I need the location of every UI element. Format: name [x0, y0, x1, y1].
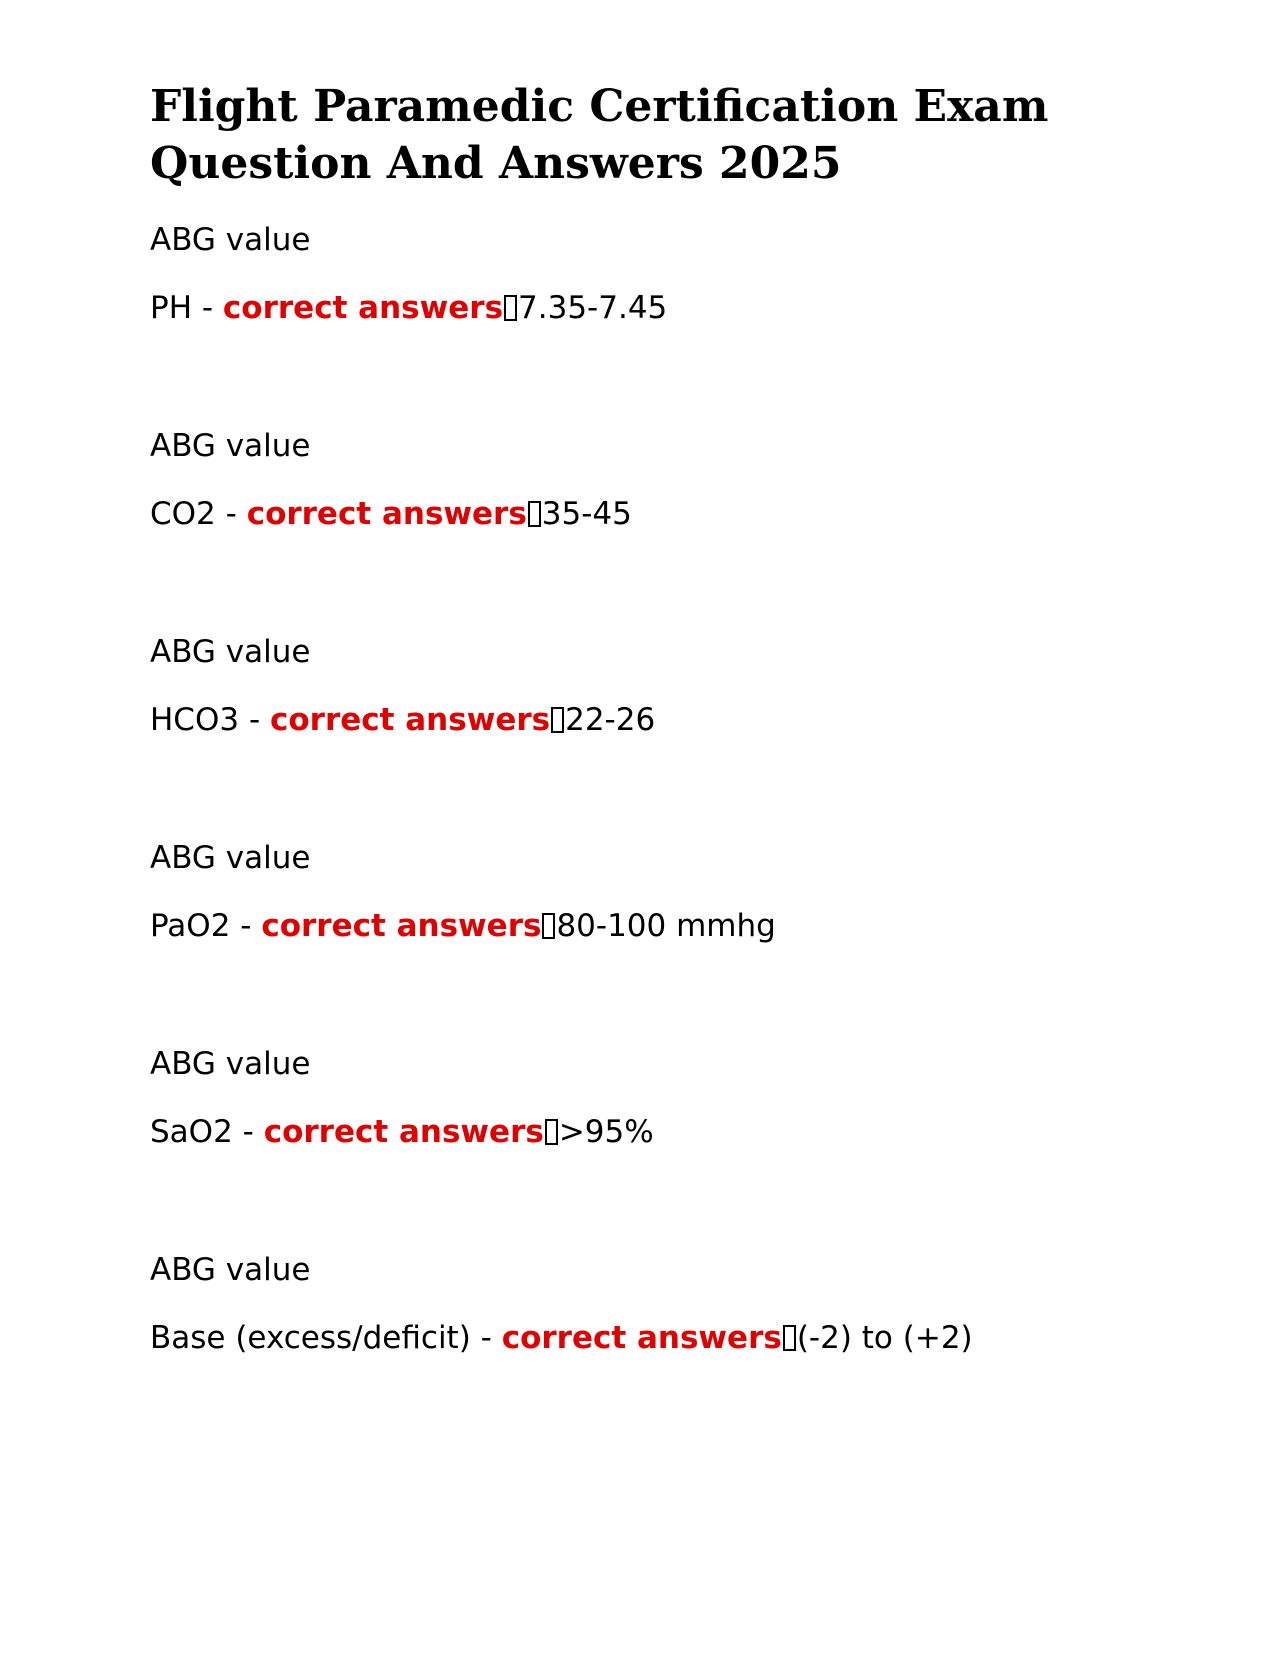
missing-glyph-box-icon: [545, 1119, 558, 1145]
answer-value: 22-26: [565, 702, 656, 738]
question-text: ABG value: [150, 1046, 311, 1082]
qa-item-pao2: [150, 838, 1150, 1044]
answer-value: (-2) to (+2): [796, 1320, 973, 1356]
title-line-2: Question And Answers 2025: [150, 138, 842, 189]
question-text: ABG value: [150, 840, 311, 876]
qa-item-hco3: [150, 632, 1150, 838]
term-text: PH: [150, 290, 193, 326]
term-text: SaO2: [150, 1114, 233, 1150]
separator-text: -: [215, 496, 247, 532]
term-text: PaO2: [150, 908, 231, 944]
answer-label: correct answers: [261, 908, 542, 944]
answer-value: 35-45: [541, 496, 632, 532]
answer-label: correct answers: [263, 1114, 544, 1150]
question-text: ABG value: [150, 428, 311, 464]
answer-label: correct answers: [246, 496, 527, 532]
answer-label: correct answers: [270, 702, 551, 738]
question-text: ABG value: [150, 222, 311, 258]
answer-label: correct answers: [222, 290, 504, 326]
page-title: [150, 78, 1150, 192]
qa-item-co2: [150, 426, 1150, 632]
separator-text: -: [470, 1320, 502, 1356]
separator-text: -: [192, 290, 223, 326]
answer-label: correct answers: [501, 1320, 782, 1356]
qa-item-ph: [150, 220, 1150, 426]
missing-glyph-box-icon: [542, 913, 555, 939]
answer-value: 7.35-7.45: [518, 290, 668, 326]
title-line-1: Flight Paramedic Certification Exam: [150, 81, 1049, 132]
missing-glyph-box-icon: [528, 501, 541, 527]
term-text: Base (excess/deficit): [150, 1320, 471, 1356]
answer-line: [150, 1112, 1150, 1152]
answer-line: [150, 288, 1150, 328]
separator-text: -: [239, 702, 270, 738]
missing-glyph-box-icon: [551, 707, 564, 733]
question-text: ABG value: [150, 1252, 311, 1288]
document-page: [150, 78, 1150, 1456]
separator-text: -: [232, 1114, 264, 1150]
separator-text: -: [230, 908, 262, 944]
answer-line: [150, 1318, 1150, 1358]
answer-line: [150, 700, 1150, 740]
term-text: HCO3: [150, 702, 240, 738]
answer-value: >95%: [558, 1114, 654, 1150]
answer-line: [150, 906, 1150, 946]
answer-value: 80-100 mmhg: [556, 908, 776, 944]
missing-glyph-box-icon: [783, 1325, 796, 1351]
answer-line: [150, 494, 1150, 534]
qa-item-base-excess: [150, 1250, 1150, 1456]
question-text: ABG value: [150, 634, 311, 670]
term-text: CO2: [150, 496, 216, 532]
qa-item-sao2: [150, 1044, 1150, 1250]
missing-glyph-box-icon: [504, 295, 517, 321]
qa-list: [150, 220, 1150, 1456]
